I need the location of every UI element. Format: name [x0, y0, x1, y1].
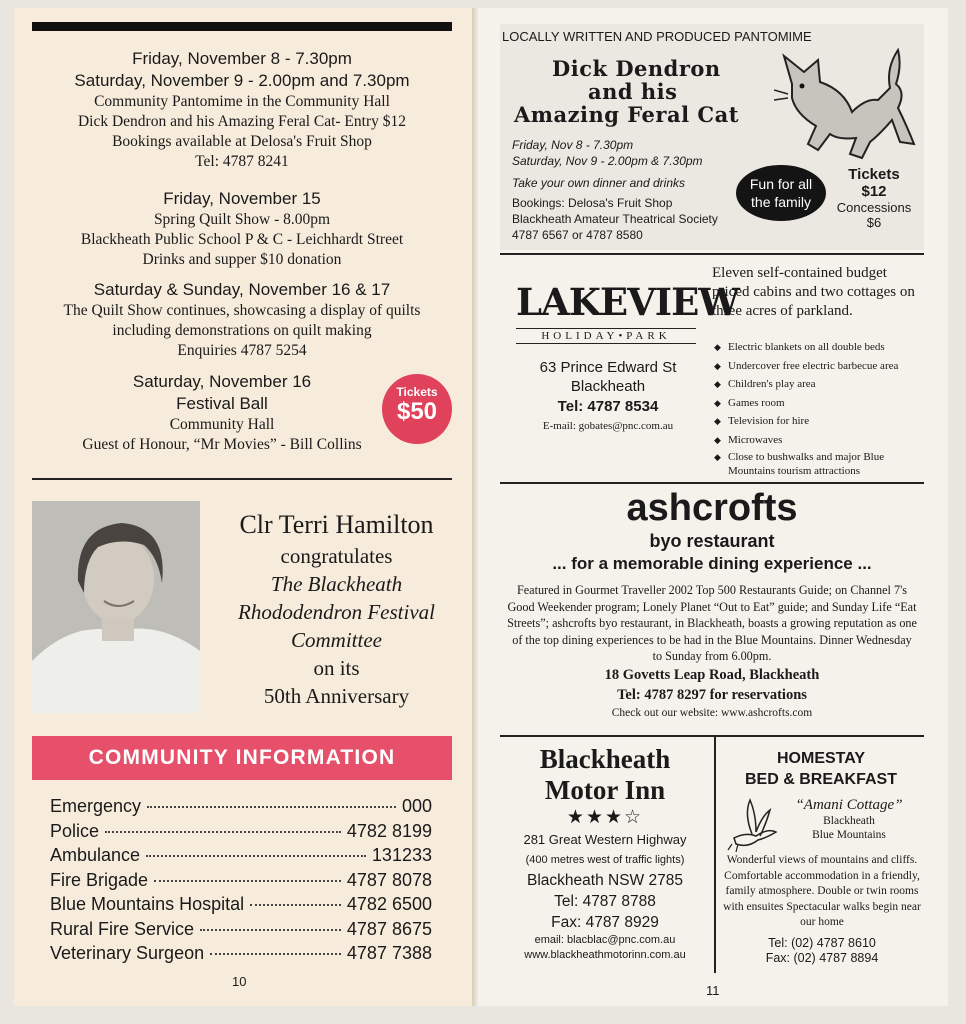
contact-number: 4787 7388: [346, 943, 432, 963]
diamond-bullet-icon: ◆: [714, 379, 721, 390]
feature-item: [714, 450, 924, 478]
leader-dots: [147, 806, 396, 808]
concessions-label: Concessions: [836, 200, 912, 215]
feature-text: Children's play area: [728, 378, 816, 391]
motor-inn-name: Motor Inn: [544, 775, 666, 805]
diamond-bullet-icon: ◆: [714, 342, 721, 352]
ashcrofts-website: Check out our website: www.ashcrofts.com: [611, 706, 813, 719]
councillor-name: Clr Terri Hamilton: [239, 510, 434, 539]
ashcrofts-tagline: ... for a memorable dining experience ...: [552, 554, 872, 573]
page-number: 11: [706, 983, 720, 998]
leader-dots: [250, 904, 341, 906]
homestay-contact: [722, 936, 922, 966]
right-page: [478, 8, 948, 1006]
congrats-italic: Committee: [291, 628, 382, 652]
leader-dots: [200, 929, 341, 931]
pantomime-phones: 4787 6567 or 4787 8580: [512, 228, 643, 242]
community-information-title: COMMUNITY INFORMATION: [32, 736, 452, 780]
contact-number: 4782 6500: [346, 894, 432, 914]
tickets-badge-price: $50: [396, 398, 438, 425]
congrats-italic: Rhododendron Festival: [238, 600, 435, 624]
event-pantomime: [32, 48, 452, 172]
event-line: Bookings available at Delosa's Fruit Shop: [112, 133, 372, 150]
dove-icon: [726, 798, 780, 859]
lakeview-blurb: Eleven self-contained budget priced cabins and two cottages on three acres of parkland.: [712, 265, 915, 319]
contact-row: [50, 819, 432, 844]
contact-row: [50, 868, 432, 893]
fun-badge-line: Fun for all: [749, 176, 813, 192]
congrats-line: congratulates: [280, 544, 393, 568]
diamond-bullet-icon: ◆: [714, 434, 721, 445]
event-quilt-continues: [32, 279, 452, 361]
pantomime-dinner-note: Take your own dinner and drinks: [512, 176, 685, 190]
contact-label: Police: [50, 820, 100, 841]
homestay-fax: Fax: (02) 4787 8894: [765, 951, 879, 965]
diamond-bullet-icon: ◆: [714, 360, 721, 371]
leader-dots: [105, 831, 341, 833]
congratulations-message: [214, 508, 459, 710]
event-heading: Festival Ball: [176, 394, 268, 413]
motor-inn-fax: Fax: 4787 8929: [551, 914, 659, 931]
homestay-title: [718, 748, 924, 790]
leader-dots: [154, 880, 341, 882]
contact-label: Emergency: [50, 796, 142, 816]
top-divider-bar: [32, 22, 452, 31]
lakeview-logo-subtitle: HOLIDAY•PARK: [516, 328, 696, 344]
event-heading: Saturday, November 9 - 2.00pm and 7.30pm: [74, 71, 410, 90]
feature-text: Television for hire: [728, 415, 810, 428]
lakeview-suburb: Blackheath: [570, 378, 646, 395]
lakeview-features: [714, 338, 924, 478]
congrats-line: 50th Anniversary: [263, 684, 410, 708]
pantomime-header: LOCALLY WRITTEN AND PRODUCED PANTOMIME: [502, 29, 812, 44]
contact-label: Fire Brigade: [50, 869, 149, 890]
ashcrofts-body: Featured in Gourmet Traveller 2002 Top 500 Restaurants Guide; on Channel 7's Good Weekender program; Lonely Planet “Out to Eat” guide; and Sunday Life “Eat Streets”; ashcrofts byo restaurant, in Blackheath, boasts a growing reputation as one of the top dining experiences to be had in the Blue Mountains. Dinner Wednesday to Sunday from 6.00pm.: [507, 583, 917, 664]
event-line: Guest of Honour, “Mr Movies” - Bill Collins: [82, 436, 362, 453]
contact-label: Blue Mountains Hospital: [50, 894, 245, 914]
ashcrofts-tel: Tel: 4787 8297 for reservations: [617, 686, 807, 703]
section-divider: [500, 735, 924, 737]
contact-label: Ambulance: [50, 845, 141, 865]
pantomime-title: and his: [588, 79, 678, 104]
pantomime-title: Dick Dendron: [552, 56, 721, 81]
event-festival-ball: [42, 371, 402, 455]
motor-inn-note: (400 metres west of traffic lights): [525, 854, 685, 866]
contact-list: [50, 794, 432, 966]
leader-dots: [146, 855, 366, 857]
homestay-town: Blackheath: [823, 815, 875, 827]
feature-item: [714, 412, 924, 431]
section-divider: [500, 482, 924, 484]
event-line: Blackheath Public School P & C - Leichhardt Street: [80, 231, 404, 248]
feature-item: [714, 394, 924, 413]
fun-for-family-badge: [736, 165, 826, 221]
event-line: Spring Quilt Show - 8.00pm: [153, 211, 331, 228]
homestay-region: Blue Mountains: [812, 829, 886, 841]
section-divider: [500, 253, 924, 255]
motor-inn-address: 281 Great Western Highway: [523, 832, 687, 847]
concessions-price: $6: [866, 215, 882, 230]
feature-text: Games room: [728, 396, 785, 409]
lakeview-logo: [516, 280, 739, 344]
ashcrofts-name: ashcrofts: [626, 487, 798, 529]
event-line: including demonstrations on quilt making: [112, 322, 372, 339]
contact-number: 4787 8675: [346, 918, 432, 939]
ashcrofts-ad: [500, 486, 924, 721]
feature-item: [714, 431, 924, 450]
ashcrofts-subtitle: byo restaurant: [649, 531, 775, 551]
contact-number: 131233: [371, 845, 432, 865]
event-line: The Quilt Show continues, showcasing a display of quilts: [63, 302, 421, 319]
lakeview-logo-word: LAKEVIEW: [516, 280, 739, 324]
lakeview-email: E-mail: gobates@pnc.com.au: [542, 420, 674, 432]
diamond-bullet-icon: ◆: [714, 397, 721, 408]
event-line: Community Pantomime in the Community Hall: [94, 93, 390, 110]
contact-row: [50, 892, 432, 917]
lakeview-address: 63 Prince Edward St: [539, 359, 677, 376]
event-line: Enquiries 4787 5254: [177, 342, 307, 359]
congrats-italic: The Blackheath: [270, 572, 403, 596]
left-page: [14, 8, 472, 1006]
homestay-location: [774, 796, 924, 842]
fun-badge-line: the family: [751, 194, 811, 210]
pantomime-society: Blackheath Amateur Theatrical Society: [512, 212, 718, 226]
homestay-body: Wonderful views of mountains and cliffs. Comfortable accommodation in a friendly, family atmosphere. Double or twin rooms with ensuites Spectacular walks begin near our home: [723, 854, 921, 928]
lakeview-tel: Tel: 4787 8534: [557, 398, 659, 415]
event-quilt-show: [32, 188, 452, 270]
ashcrofts-address: 18 Govetts Leap Road, Blackheath: [604, 666, 820, 683]
tickets-badge: [382, 374, 452, 444]
contact-row: [50, 843, 432, 868]
event-heading: Friday, November 15: [163, 189, 321, 208]
homestay-tel: Tel: (02) 4787 8610: [768, 936, 876, 950]
pantomime-bookings: Bookings: Delosa's Fruit Shop: [512, 196, 673, 210]
event-line: Drinks and supper $10 donation: [142, 251, 342, 268]
tickets-price: $12: [861, 183, 887, 200]
column-divider: [714, 737, 716, 973]
diamond-bullet-icon: ◆: [714, 416, 721, 427]
feature-item: [714, 375, 924, 394]
motor-inn-town: Blackheath NSW 2785: [527, 872, 683, 889]
page-number: 10: [232, 974, 247, 989]
lakeview-contact: [508, 358, 708, 435]
homestay-title-line: BED & BREAKFAST: [744, 771, 897, 788]
section-divider: [32, 478, 452, 480]
feral-cat-icon: [774, 38, 924, 173]
feature-text: Microwaves: [728, 433, 783, 446]
event-heading: Saturday, November 16: [132, 372, 312, 391]
event-heading: Saturday & Sunday, November 16 & 17: [93, 280, 391, 299]
contact-number: 4787 8078: [346, 869, 432, 890]
tickets-label: Tickets: [848, 166, 900, 183]
feature-text: Close to bushwalks and major Blue Mountains tourism attractions: [728, 450, 885, 477]
pantomime-date: Friday, Nov 8 - 7.30pm: [512, 138, 634, 152]
motor-inn-tel: Tel: 4787 8788: [554, 893, 656, 910]
homestay-title-line: HOMESTAY: [776, 750, 865, 767]
event-line: Dick Dendron and his Amazing Feral Cat- Entry $12: [77, 113, 406, 130]
motor-inn-email: email: blacblac@pnc.com.au: [534, 934, 676, 946]
contact-number: 000: [401, 796, 432, 816]
contact-label: Rural Fire Service: [50, 918, 195, 939]
contact-row: [50, 794, 432, 819]
congrats-line: on its: [313, 656, 360, 680]
feature-item: [714, 338, 924, 357]
feature-text: Undercover free electric barbecue area: [728, 359, 899, 372]
pantomime-date: Saturday, Nov 9 - 2.00pm & 7.30pm: [512, 154, 703, 168]
pantomime-tickets: [824, 166, 924, 230]
event-line: Tel: 4787 8241: [195, 153, 289, 170]
motor-inn-website: www.blackheathmotorinn.com.au: [524, 949, 686, 961]
feature-item: [714, 357, 924, 376]
contact-label: Veterinary Surgeon: [50, 943, 205, 963]
event-heading: Friday, November 8 - 7.30pm: [132, 49, 352, 68]
contact-number: 4782 8199: [346, 820, 432, 841]
diamond-bullet-icon: ◆: [714, 451, 721, 462]
event-line: Community Hall: [169, 416, 275, 433]
leader-dots: [210, 953, 341, 955]
homestay-cottage: “Amani Cottage”: [795, 797, 903, 813]
contact-row: [50, 941, 432, 966]
contact-row: [50, 917, 432, 942]
feature-text: Electric blankets on all double beds: [728, 341, 885, 353]
portrait-photo: [32, 501, 200, 713]
motor-inn-name: Blackheath: [539, 744, 671, 774]
star-rating-icon: ★★★☆: [566, 807, 644, 828]
pantomime-title: Amazing Feral Cat: [514, 102, 739, 127]
tickets-badge-label: Tickets: [396, 385, 438, 399]
motor-inn-ad: [500, 744, 710, 963]
